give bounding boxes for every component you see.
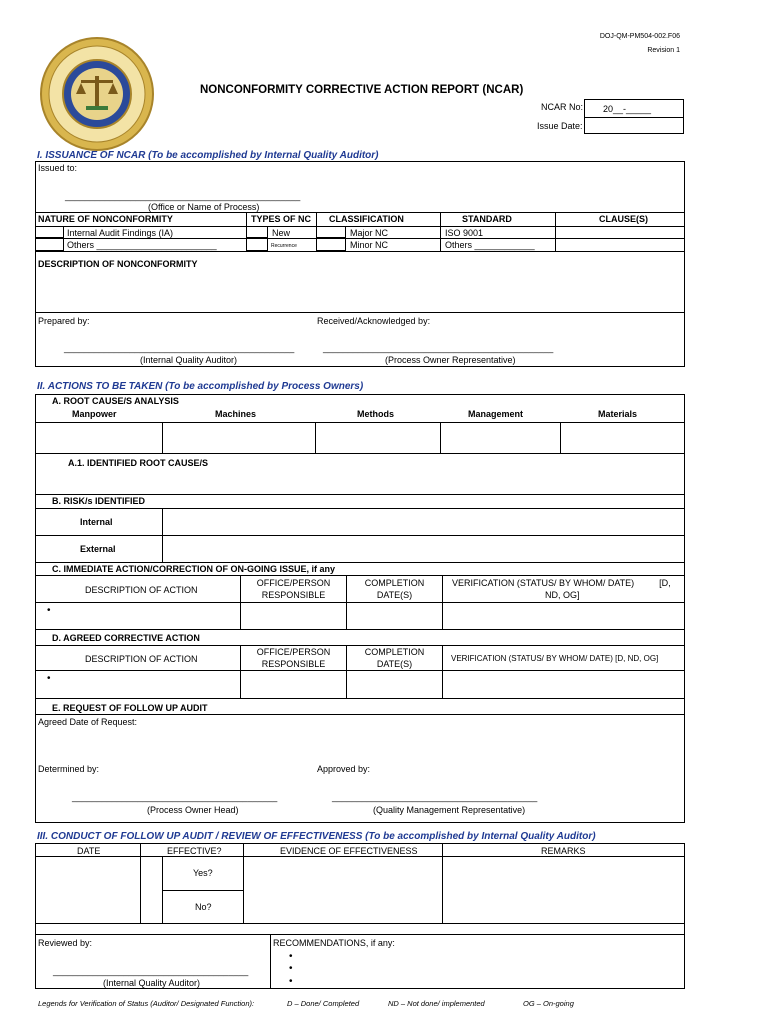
risks-label: B. RISK/s IDENTIFIED [52,496,146,506]
description-area[interactable] [36,270,684,312]
approved-by-label: Approved by: [317,764,371,774]
d-bullet: • [47,673,51,684]
risk-internal-label: Internal [80,517,113,527]
std-iso-label[interactable]: ISO 9001 [445,228,484,238]
section-2-heading: II. ACTIONS TO BE TAKEN (To be accomplished by Process Owners) [37,381,364,392]
remarks-field[interactable] [443,857,684,922]
recommendations-field[interactable] [296,948,684,988]
determined-caption: (Process Owner Head) [147,805,239,815]
class-minor-label: Minor NC [350,240,389,250]
recommendation-bullet-2: • [289,963,293,974]
col-manpower: Manpower [72,409,117,419]
form-title: NONCONFORMITY CORRECTIVE ACTION REPORT (NCAR) [200,84,524,96]
class-major-checkbox[interactable] [316,226,346,238]
identified-root-cause-area[interactable] [36,468,684,493]
prepared-by-label: Prepared by: [38,316,90,326]
prepared-signature-line[interactable]: ______________________________________________ [64,343,295,353]
type-recurrence-checkbox[interactable] [246,238,268,251]
issue-date-label: Issue Date: [537,121,583,131]
section-1-heading: I. ISSUANCE OF NCAR (To be accomplished by Internal Quality Auditor) [37,150,379,161]
follow-up-request-label: E. REQUEST OF FOLLOW UP AUDIT [52,703,208,713]
d-office-header-1: OFFICE/PERSON [256,647,331,657]
effective-yes-label: Yes? [193,868,213,878]
issued-to-label: Issued to: [38,163,78,173]
c-completion-header-1: COMPLETION [364,578,425,588]
recommendation-bullet-1: • [289,951,293,962]
root-cause-label: A. ROOT CAUSE/S ANALYSIS [52,396,179,406]
d-desc-action-header: DESCRIPTION OF ACTION [85,654,198,664]
effective-no-label: No? [195,902,212,912]
type-recurrence-label: Recurrence [271,243,297,249]
c-desc-action-header: DESCRIPTION OF ACTION [85,585,198,595]
evidence-field[interactable] [244,857,441,922]
root-cause-machines-cell[interactable] [163,423,314,452]
type-new-label: New [272,228,291,238]
received-by-label: Received/Acknowledged by: [317,316,431,326]
revision-label: Revision 1 [647,47,680,54]
col-materials: Materials [598,409,638,419]
root-cause-methods-cell[interactable] [316,423,439,452]
std-others-label[interactable]: Others ____________ [445,240,535,250]
immediate-action-label: C. IMMEDIATE ACTION/CORRECTION OF ON-GOING ISSUE, if any [52,564,336,574]
section-3-heading: III. CONDUCT OF FOLLOW UP AUDIT / REVIEW OF EFFECTIVENESS (To be accomplished by Internal Quality Auditor) [37,831,596,842]
received-signature-line[interactable]: ______________________________________________ [323,343,554,353]
nature-others-checkbox[interactable] [35,238,64,251]
root-cause-materials-cell[interactable] [561,423,684,452]
root-cause-manpower-cell[interactable] [36,423,161,452]
legend-done: D – Done/ Completed [287,999,360,1008]
c-bullet: • [47,605,51,616]
nature-ia-checkbox[interactable] [35,226,64,238]
col-evidence-header: EVIDENCE OF EFFECTIVENESS [280,846,418,856]
recommendations-label: RECOMMENDATIONS, if any: [273,938,395,948]
followup-date-field[interactable] [36,857,139,922]
issue-date-field[interactable] [584,117,684,134]
approved-caption: (Quality Management Representative) [373,805,526,815]
determined-by-label: Determined by: [38,764,100,774]
legend-ongoing: OG – On-going [523,999,574,1008]
c-verification-header-2: ND, OG] [545,590,580,600]
legend-label: Legends for Verification of Status (Auditor/ Designated Function): [38,999,255,1008]
d-action-row[interactable] [56,671,239,697]
nature-ia-label: Internal Audit Findings (IA) [67,228,174,238]
c-completion-header-2: DATE(S) [376,590,413,600]
approved-signature-line[interactable]: _________________________________________ [332,792,538,802]
standard-label: STANDARD [462,214,512,224]
ncar-no-value: 20__-_____ [603,104,652,114]
class-minor-checkbox[interactable] [316,238,346,251]
d-office-header-2: RESPONSIBLE [261,659,326,669]
col-effective-header: EFFECTIVE? [167,846,222,856]
nature-others-label: Others ________________________ [67,240,217,250]
root-cause-management-cell[interactable] [441,423,559,452]
effective-checkbox-column[interactable] [141,857,161,922]
classification-label: CLASSIFICATION [329,214,404,224]
reviewed-signature-line[interactable]: _______________________________________ [53,966,249,976]
col-machines: Machines [215,409,257,419]
d-completion-header-1: COMPLETION [364,647,425,657]
nature-label: NATURE OF NONCONFORMITY [38,214,173,224]
type-new-checkbox[interactable] [246,226,268,238]
received-caption: (Process Owner Representative) [385,355,516,365]
risk-external-field[interactable] [163,536,684,561]
description-label: DESCRIPTION OF NONCONFORMITY [38,259,198,269]
col-management: Management [468,409,524,419]
corrective-action-label: D. AGREED CORRECTIVE ACTION [52,633,200,643]
risk-external-label: External [80,544,116,554]
department-seal-logo [36,36,158,152]
document-code: DOJ-QM-PM504-002.F06 [599,33,680,40]
class-major-label: Major NC [350,228,389,238]
risk-internal-field[interactable] [163,509,684,534]
identified-root-cause-label: A.1. IDENTIFIED ROOT CAUSE/S [68,458,209,468]
ncar-no-label: NCAR No: [541,102,584,112]
c-action-row[interactable] [56,603,239,628]
c-verification-header-1: VERIFICATION (STATUS/ BY WHOM/ DATE) [D, [452,578,671,588]
col-remarks-header: REMARKS [541,846,586,856]
issued-to-line[interactable]: _______________________________________________ [65,191,301,201]
types-label: TYPES OF NC [251,214,312,224]
reviewed-by-label: Reviewed by: [38,938,93,948]
c-office-header-2: RESPONSIBLE [261,590,326,600]
agreed-date-field[interactable] [140,716,440,730]
determined-signature-line[interactable]: _________________________________________ [72,792,278,802]
col-methods: Methods [357,409,394,419]
reviewed-caption: (Internal Quality Auditor) [103,978,201,988]
d-completion-header-2: DATE(S) [376,659,413,669]
legend-not-done: ND – Not done/ implemented [388,999,485,1008]
agreed-date-label: Agreed Date of Request: [38,717,138,727]
col-date-header: DATE [77,846,101,856]
prepared-caption: (Internal Quality Auditor) [140,355,238,365]
d-verification-header: VERIFICATION (STATUS/ BY WHOM/ DATE) [D, ND, OG] [451,654,659,663]
clauses-label: CLAUSE(S) [599,214,648,224]
c-office-header-1: OFFICE/PERSON [256,578,331,588]
recommendation-bullet-3: • [289,976,293,987]
ncar-no-field[interactable] [584,99,684,118]
office-caption: (Office or Name of Process) [148,202,260,212]
